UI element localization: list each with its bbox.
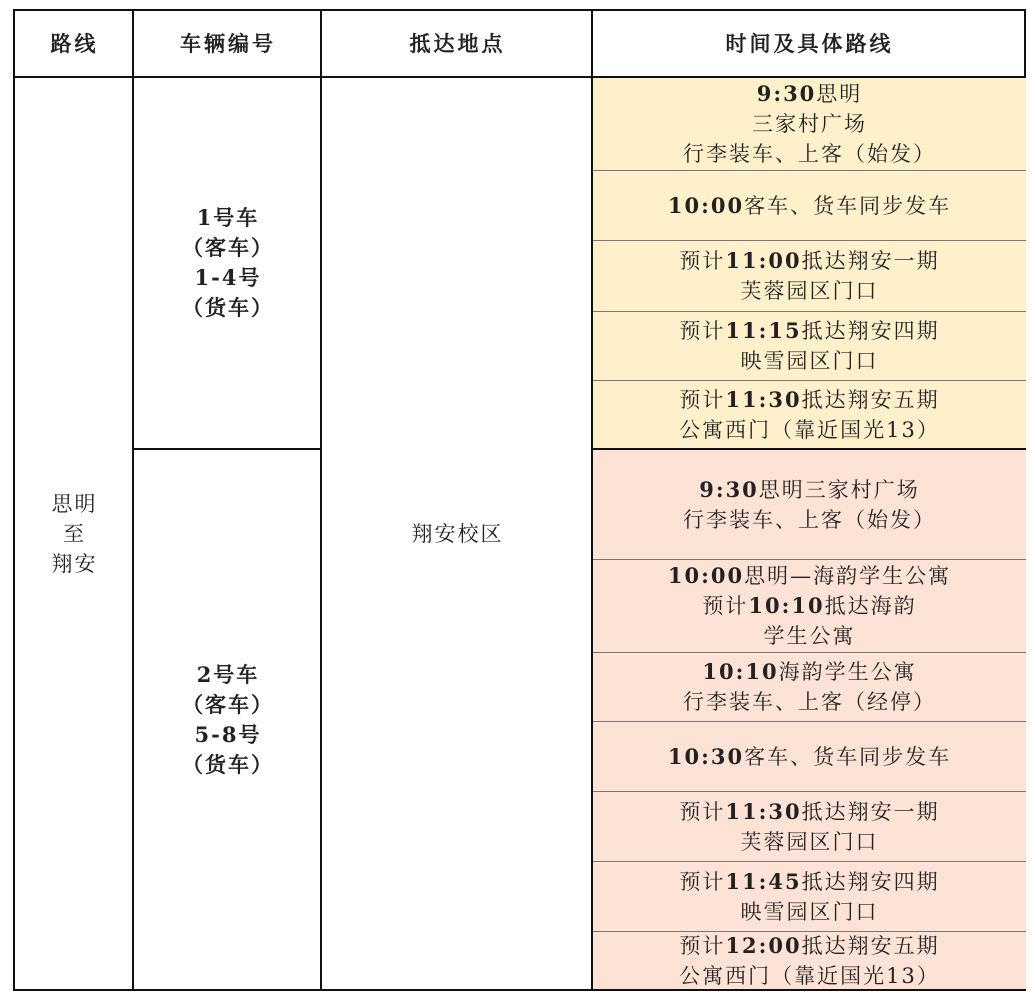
schedule-text: 抵达翔安四期 xyxy=(801,869,940,894)
schedule-text: 预计 xyxy=(702,594,749,618)
vehicle-line: （客车） xyxy=(182,691,274,717)
schedule-cell xyxy=(593,78,1026,170)
schedule-text: 思明 xyxy=(816,82,863,106)
schedule-time: 10:30 xyxy=(667,743,745,769)
schedule-text: 思明—海韵学生公寓 xyxy=(744,564,952,588)
schedule-line xyxy=(757,79,863,109)
schedule-time: 11:45 xyxy=(725,868,802,894)
schedule-line xyxy=(741,827,879,857)
schedule-line xyxy=(764,621,856,651)
schedule-text: 映雪园区门口 xyxy=(740,899,879,924)
vehicle-line: 1号车 xyxy=(196,205,260,230)
schedule-cell xyxy=(593,861,1026,931)
schedule-line xyxy=(668,191,951,221)
grid-line xyxy=(15,76,1024,78)
vehicle-line: 5-8号 xyxy=(194,721,262,747)
schedule-text: 芙蓉园区门口 xyxy=(740,279,879,303)
schedule-line xyxy=(741,346,879,376)
schedule-text: 抵达海韵 xyxy=(824,594,917,618)
route-line: 翔安 xyxy=(51,551,98,576)
schedule-line xyxy=(683,687,936,717)
schedule-cell xyxy=(593,380,1026,448)
vehicle-line: （客车） xyxy=(182,235,274,260)
schedule-text: 抵达翔安一期 xyxy=(801,799,940,824)
schedule-cell xyxy=(593,559,1026,652)
schedule-cell xyxy=(593,450,1026,559)
schedule-text: 学生公寓 xyxy=(763,624,856,648)
schedule-text: 芙蓉园区门口 xyxy=(740,829,879,854)
grid-line xyxy=(132,11,134,989)
schedule-line xyxy=(679,931,939,961)
schedule-text: 预计 xyxy=(679,387,726,412)
schedule-line xyxy=(752,109,867,139)
destination-cell: 翔安校区 xyxy=(411,521,504,546)
schedule-text: 预计 xyxy=(679,249,726,273)
schedule-text: 预计 xyxy=(679,869,726,894)
schedule-cell xyxy=(593,652,1026,721)
schedule-time: 9:30 xyxy=(756,81,817,106)
schedule-cell xyxy=(593,311,1026,380)
schedule-line xyxy=(679,867,939,897)
schedule-time: 10:00 xyxy=(667,563,745,588)
vehicle-line: 2号车 xyxy=(196,661,260,687)
vehicle-cell-1 xyxy=(134,78,322,448)
schedule-line xyxy=(679,246,939,276)
schedule-line xyxy=(679,797,939,827)
schedule-text: 预计 xyxy=(679,933,726,958)
schedule-text: 行李装车、上客（始发） xyxy=(683,507,936,532)
grid-line xyxy=(593,448,1026,450)
schedule-line xyxy=(702,657,916,687)
schedule-cell xyxy=(593,931,1026,989)
schedule-text: 抵达翔安四期 xyxy=(801,319,940,343)
grid-line xyxy=(134,448,322,450)
schedule-time: 11:30 xyxy=(725,386,802,412)
schedule-line xyxy=(679,961,940,991)
schedule-text: 预计 xyxy=(679,319,726,343)
header-destination: 抵达地点 xyxy=(409,30,506,56)
route-line: 思明 xyxy=(51,491,98,516)
schedule-line xyxy=(668,561,951,591)
schedule-time: 10:10 xyxy=(702,659,779,684)
schedule-line xyxy=(683,505,936,535)
schedule-text: 行李装车、上客（经停） xyxy=(683,690,936,714)
schedule-text: 客车、货车同步发车 xyxy=(744,744,952,769)
schedule-cell xyxy=(593,170,1026,240)
schedule-cell xyxy=(593,791,1026,861)
schedule-text: 映雪园区门口 xyxy=(740,349,879,373)
schedule-time: 11:15 xyxy=(725,318,802,343)
schedule-cell xyxy=(593,240,1026,311)
schedule-cell xyxy=(593,721,1026,791)
schedule-text: 三家村广场 xyxy=(752,112,867,136)
schedule-line xyxy=(741,897,879,927)
schedule-time: 10:00 xyxy=(667,192,745,218)
schedule-time: 11:00 xyxy=(725,248,802,273)
route-cell xyxy=(15,78,134,989)
vehicle-line: （货车） xyxy=(182,295,274,320)
schedule-text: 海韵学生公寓 xyxy=(778,660,917,684)
grid-line xyxy=(591,11,593,989)
schedule-line xyxy=(702,591,916,621)
schedule-text: 预计 xyxy=(679,799,726,824)
header-route: 路线 xyxy=(50,30,99,56)
schedule-text: 思明三家村广场 xyxy=(758,477,920,502)
schedule-text: 公寓西门（靠近国光13） xyxy=(679,963,940,988)
vehicle-cell-2 xyxy=(134,450,322,989)
schedule-text: 行李装车、上客（始发） xyxy=(683,142,936,166)
schedule-line xyxy=(679,316,939,346)
schedule-time: 11:30 xyxy=(725,798,802,824)
header-vehicle: 车辆编号 xyxy=(180,30,276,56)
schedule-line xyxy=(741,276,879,306)
schedule-line xyxy=(683,139,936,169)
schedule-text: 抵达翔安一期 xyxy=(801,249,940,273)
vehicle-line: 1-4号 xyxy=(194,265,262,290)
schedule-line xyxy=(679,385,939,415)
schedule-text: 客车、货车同步发车 xyxy=(744,193,952,218)
schedule-line xyxy=(679,415,940,445)
schedule-line xyxy=(699,475,920,505)
schedule-text: 公寓西门（靠近国光13） xyxy=(679,417,940,442)
schedule-text: 抵达翔安五期 xyxy=(801,933,940,958)
schedule-line xyxy=(668,742,951,772)
header-schedule: 时间及具体路线 xyxy=(725,30,894,56)
schedule-time: 12:00 xyxy=(725,932,802,958)
schedule-text: 抵达翔安五期 xyxy=(801,387,940,412)
vehicle-line: （货车） xyxy=(182,751,274,777)
route-schedule-table xyxy=(13,9,1026,991)
schedule-time: 10:10 xyxy=(748,593,825,618)
route-line: 至 xyxy=(63,521,86,546)
schedule-time: 9:30 xyxy=(699,476,759,502)
grid-line xyxy=(320,11,322,989)
